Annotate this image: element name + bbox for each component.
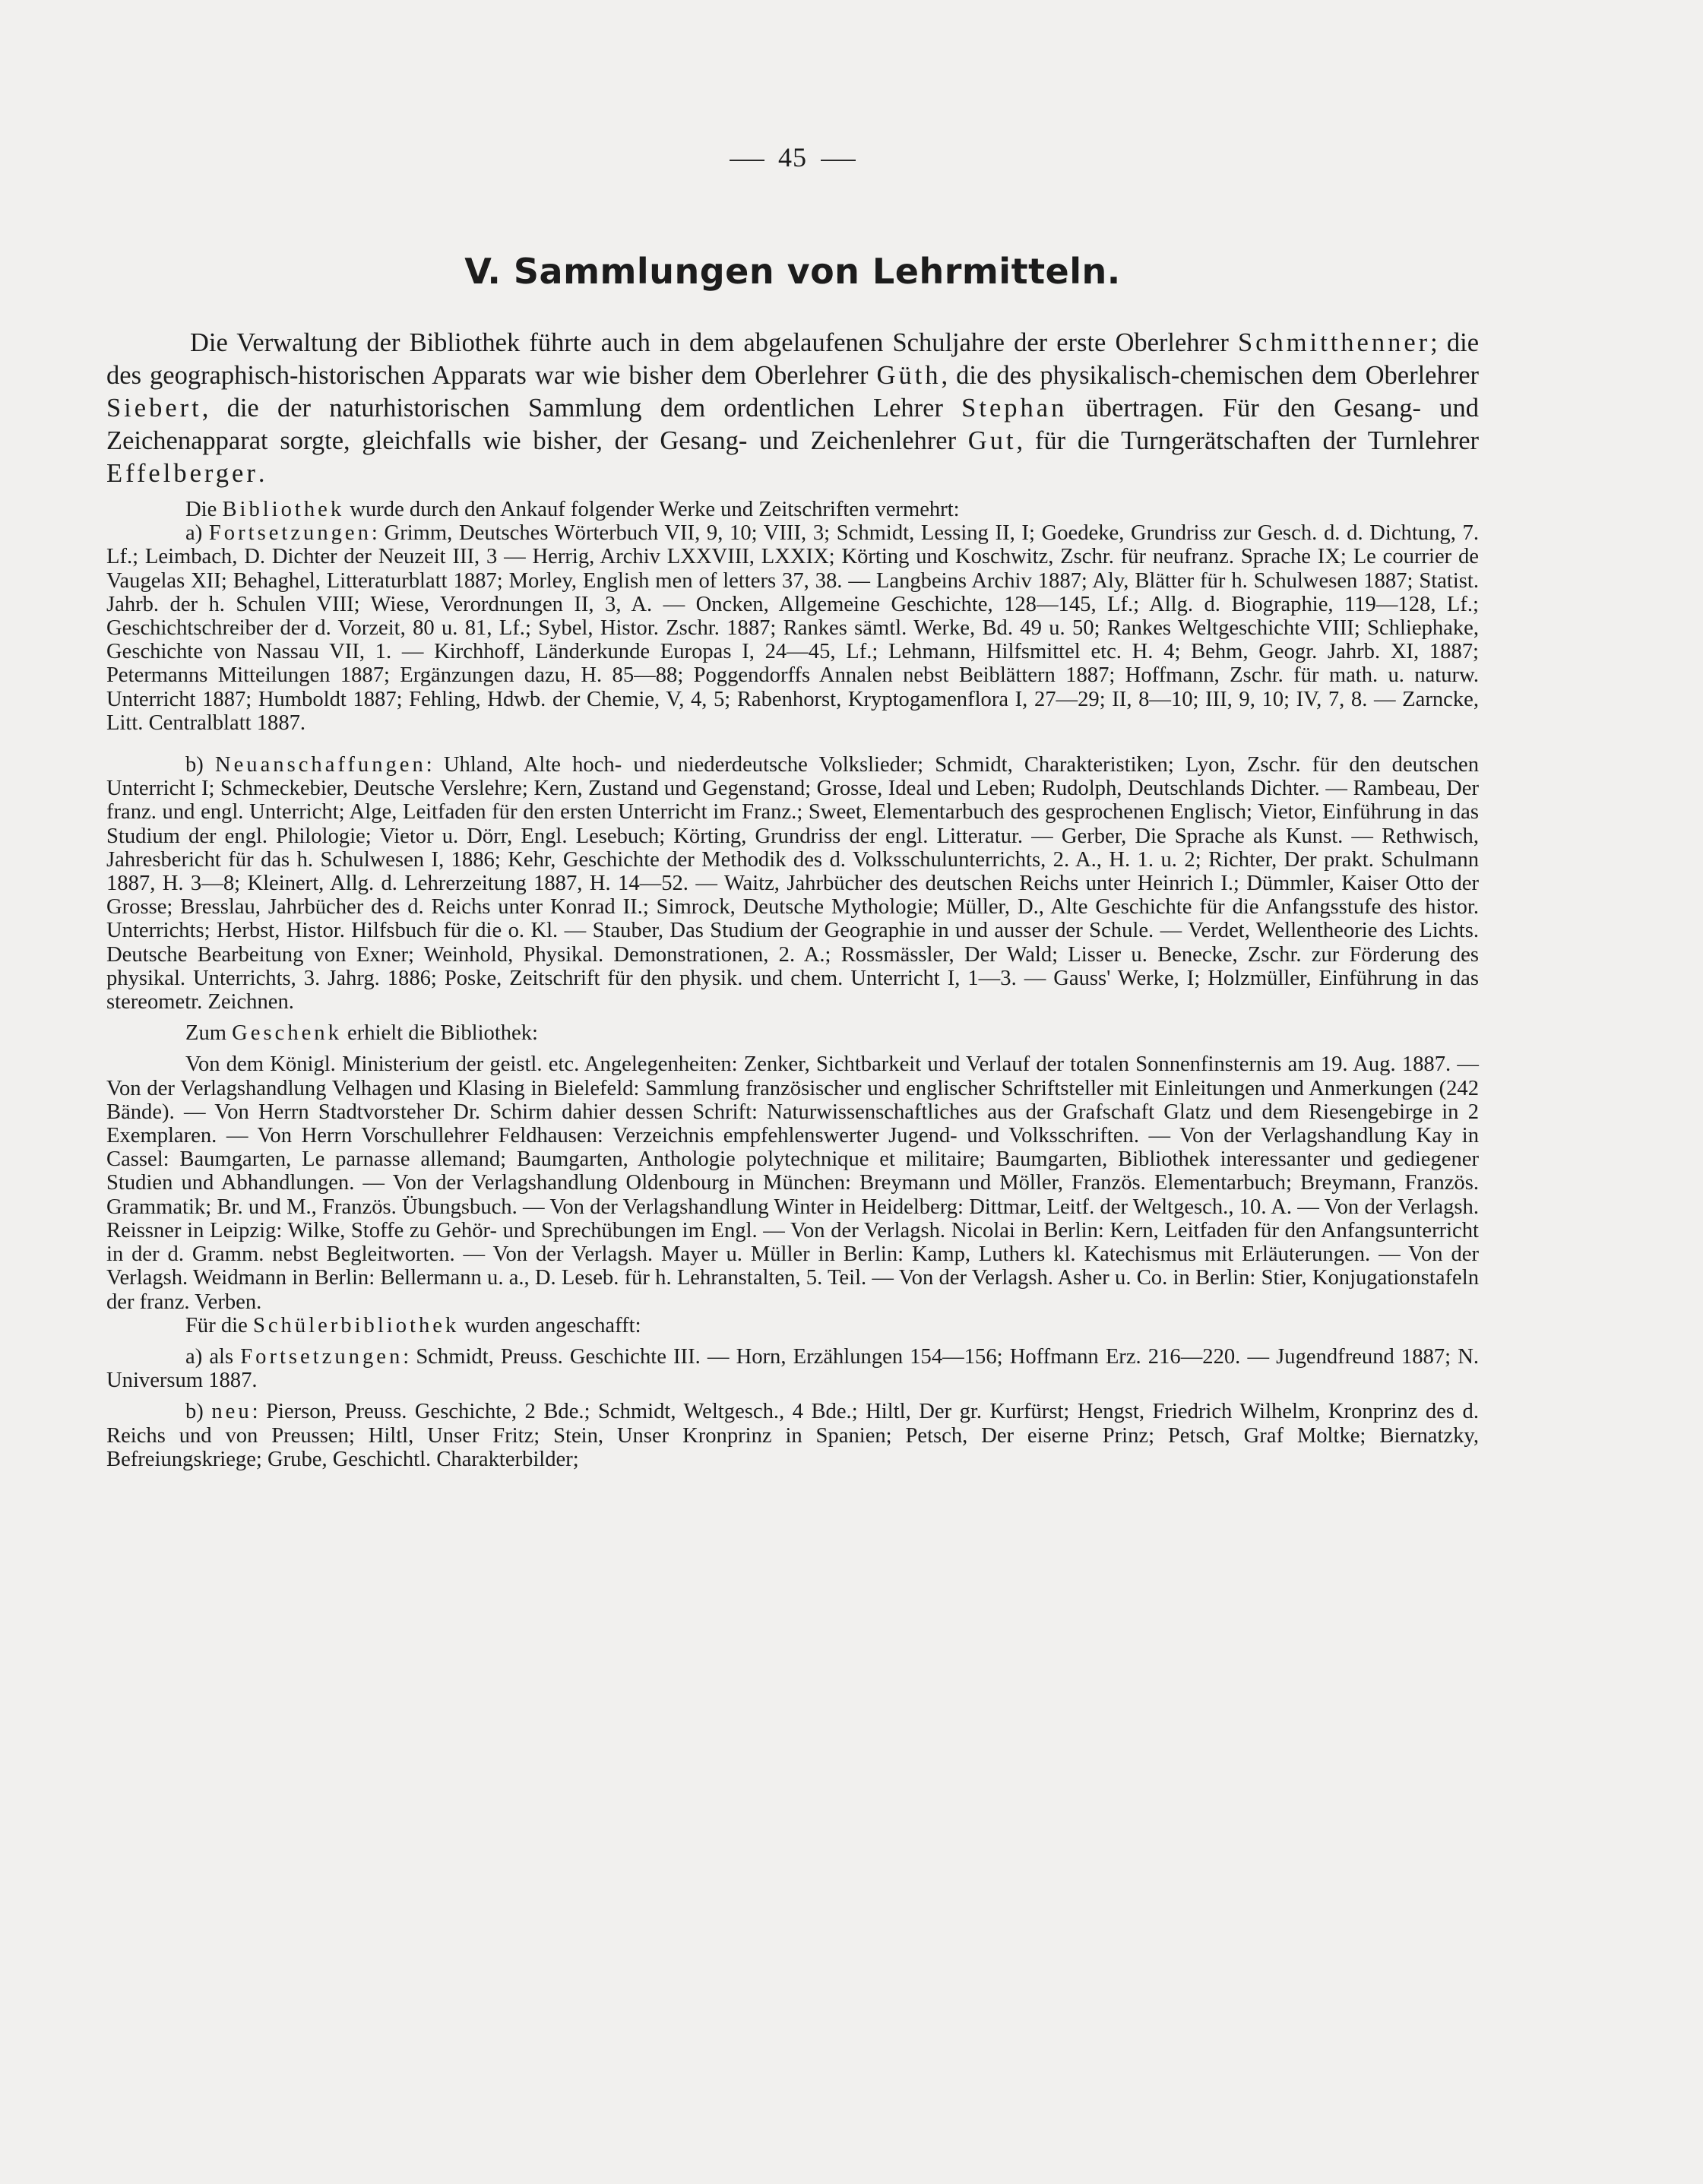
teacher-name: Gut (967, 426, 1017, 455)
library-lead: Die Bibliothek wurde durch den Ankauf folgender Werke und Zeitschriften vermehrt: (185, 498, 960, 521)
teacher-name: Stephan (961, 394, 1068, 423)
folio-dash-right (821, 160, 856, 161)
document-page (106, 0, 1479, 2184)
body-text (106, 327, 1479, 1471)
teacher-name: Siebert (106, 394, 202, 423)
teacher-name: Effelberger (106, 459, 258, 488)
gift-paragraph: Von dem Königl. Ministerium der geistl. etc. Angelegenheiten: Zenker, Sichtbarkeit und Verlauf der totalen Sonnenfinsternis am 19. Aug. 1887. — Von der Verlagshandlung Velhagen und Klasing in Bielefeld: Sammlung französischer und englischer Schriftsteller mit Einleitungen und Anmerkungen (242 Bände). — Von Herrn Stadtvorsteher Dr. Schirm dahier dessen Schrift: Naturwissenschaftliches aus der Grafschaft Glatz und dem Riesengebirge in 2 Exemplaren. — Von Herrn Vorschullehrer Feldhausen: Verzeichnis empfehlenswerter Jugend- und Volksschriften. — Von der Verlagshandlung Kay in Cassel: Baumgarten, Le parnasse allemand; Baumgarten, Anthologie polytechnique et militaire; Baumgarten, Bibliothek interessanter und gediegener Studien und Abhandlungen. — Von der Verlagshandlung Oldenbourg in München: Breymann und Möller, Französ. Elementarbuch; Breymann, Französ. Grammatik; Br. und M., Französ. Übungsbuch. — Von der Verlagshandlung Winter in Heidelberg: Dittmar, Leitf. der Weltgesch., 10. A. — Von der Verlagsh. Reissner in Leipzig: Wilke, Stoffe zu Gehör- und Sprechübungen im Engl. — Von der Verlagsh. Nicolai in Berlin: Kern, Leitfaden für den Anfangsunterricht in der d. Gramm. nebst Begleitworten. — Von der Verlagsh. Mayer u. Müller in Berlin: Kamp, Luthers kl. Katechismus mit Erläuterungen. — Von der Verlagsh. Weidmann in Berlin: Bellermann u. a., D. Leseb. für h. Lehranstalten, 5. Teil. — Von der Verlagsh. Asher u. Co. in Berlin: Stier, Konjugationstafeln der franz. Verben. (106, 1052, 1479, 1314)
folio-dash-left (730, 160, 764, 161)
library-continuations: a) Fortsetzungen: Grimm, Deutsches Wörterbuch VII, 9, 10; VIII, 3; Schmidt, Lessing II, I; Goedeke, Grundriss zur Gesch. d. d. Dichtung, 7. Lf.; Leimbach, D. Dichter der Neuzeit III, 3 — Herrig, Archiv LXXVIII, LXXIX; Körting und Koschwitz, Zschr. für neufranz. Sprache IX; Le courrier de Vaugelas XII; Behaghel, Litteraturblatt 1887; Morley, English men of letters 37, 38. — Langbeins Archiv 1887; Aly, Blätter für h. Schulwesen 1887; Statist. Jahrb. der h. Schulen VIII; Wiese, Verordnungen II, 3, A. — Oncken, Allgemeine Geschichte, 128—145, Lf.; Allg. d. Biographie, 119—128, Lf.; Geschichtschreiber der d. Vorzeit, 80 u. 81, Lf.; Sybel, Histor. Zschr. 1887; Rankes sämtl. Werke, Bd. 49 u. 50; Rankes Weltgeschichte VIII; Schliephake, Geschichte von Nassau VII, 1. — Kirchhoff, Länderkunde Europas I, 24—45, Lf.; Lehmann, Hilfsmittel etc. H. 4; Behm, Geogr. Jahrb. XI, 1887; Petermanns Mitteilungen 1887; Ergänzungen dazu, H. 85—88; Poggendorffs Annalen nebst Beiblättern 1887; Hoffmann, Zschr. für math. u. naturw. Unterricht 1887; Humboldt 1887; Fehling, Hdwb. der Chemie, V, 4, 5; Rabenhorst, Kryptogamenflora I, 27—29; II, 8—10; III, 9, 10; IV, 7, 8. — Zarncke, Litt. Centralblatt 1887. (106, 521, 1479, 735)
page-number (106, 141, 1479, 173)
page-number-value: 45 (778, 142, 807, 173)
teacher-name: Schmitthenner (1237, 328, 1431, 357)
library-new-acquisitions: b) Neuanschaffungen: Uhland, Alte hoch- und niederdeutsche Volkslieder; Schmidt, Charakteristiken; Lyon, Zschr. für den deutschen Unterricht I; Schmeckebier, Deutsche Verslehre; Kern, Zustand und Gegenstand; Grosse, Ideal und Leben; Rudolph, Deutschlands Dichter. — Rambeau, Der franz. und engl. Unterricht; Alge, Leitfaden für den ersten Unterricht im Franz.; Sweet, Elementarbuch des gesprochenen Englisch; Vietor, Einführung in das Studium der engl. Philologie; Vietor u. Dörr, Engl. Lesebuch; Körting, Grundriss der engl. Litteratur. — Gerber, Die Sprache als Kunst. — Rethwisch, Jahresbericht für das h. Schulwesen I, 1886; Kehr, Geschichte der Methodik des d. Volksschulunterrichts, 2. A., H. 1. u. 2; Richter, Der prakt. Schulmann 1887, H. 3—8; Kleinert, Allg. d. Lehrerzeitung 1887, H. 14—52. — Waitz, Jahrbücher des deutschen Reichs unter Heinrich I.; Dümmler, Kaiser Otto der Grosse; Bresslau, Jahrbücher des d. Reichs unter Konrad II.; Simrock, Deutsche Mythologie; Müller, D., Alte Geschichte für die Anfangsstufe des histor. Unterrichts; Herbst, Histor. Hilfsbuch für die o. Kl. — Stauber, Das Studium der Geographie in und ausser der Schule. — Verdet, Wellentheorie des Lichts. Deutsche Bearbeitung von Exner; Weinhold, Physikal. Demonstrationen, 2. A.; Rossmässler, Der Wald; Lisser u. Benecke, Zschr. zur Förderung des physikal. Unterrichts, 3. Jahrg. 1886; Poske, Zeitschrift für den physik. und chem. Unterricht I, 1—3. — Gauss' Werke, I; Holzmüller, Einführung in das stereometr. Zeichnen. (106, 753, 1479, 1014)
student-library-new: b) neu: Pierson, Preuss. Geschichte, 2 Bde.; Schmidt, Weltgesch., 4 Bde.; Hiltl, Der gr. Kurfürst; Hengst, Friedrich Wilhelm, Kronprinz des d. Reichs und von Preussen; Hiltl, Unser Fritz; Stein, Unser Kronprinz in Spanien; Petsch, Der eiserne Prinz; Petsch, Graf Moltke; Biernatzky, Befreiungskriege; Grube, Geschichtl. Charakterbilder; (106, 1400, 1479, 1471)
intro-paragraph: Die Verwaltung der Bibliothek führte auch in dem abgelaufenen Schuljahre der erste Oberlehrer Schmitthenner; die des geographisch-historischen Apparats war wie bisher dem Oberlehrer Güth, die des physikalisch-chemischen dem Oberlehrer Siebert, die der naturhistorischen Sammlung dem ordentlichen Lehrer Stephan übertragen. Für den Gesang- und Zeichenapparat sorgte, gleichfalls wie bisher, der Gesang- und Zeichenlehrer Gut, für die Turngerätschaften der Turnlehrer Effelberger. (106, 328, 1480, 488)
chapter-heading: V. Sammlungen von Lehrmitteln. (464, 251, 1121, 292)
teacher-name: Güth (876, 361, 942, 390)
student-library-continuations: a) als Fortsetzungen: Schmidt, Preuss. Geschichte III. — Horn, Erzählungen 154—156; Hoffmann Erz. 216—220. — Jugendfreund 1887; N. Universum 1887. (106, 1344, 1480, 1393)
student-library-lead: Für die Schülerbibliothek wurden angeschafft: (185, 1313, 641, 1337)
gift-lead: Zum Geschenk erhielt die Bibliothek: (185, 1021, 538, 1046)
